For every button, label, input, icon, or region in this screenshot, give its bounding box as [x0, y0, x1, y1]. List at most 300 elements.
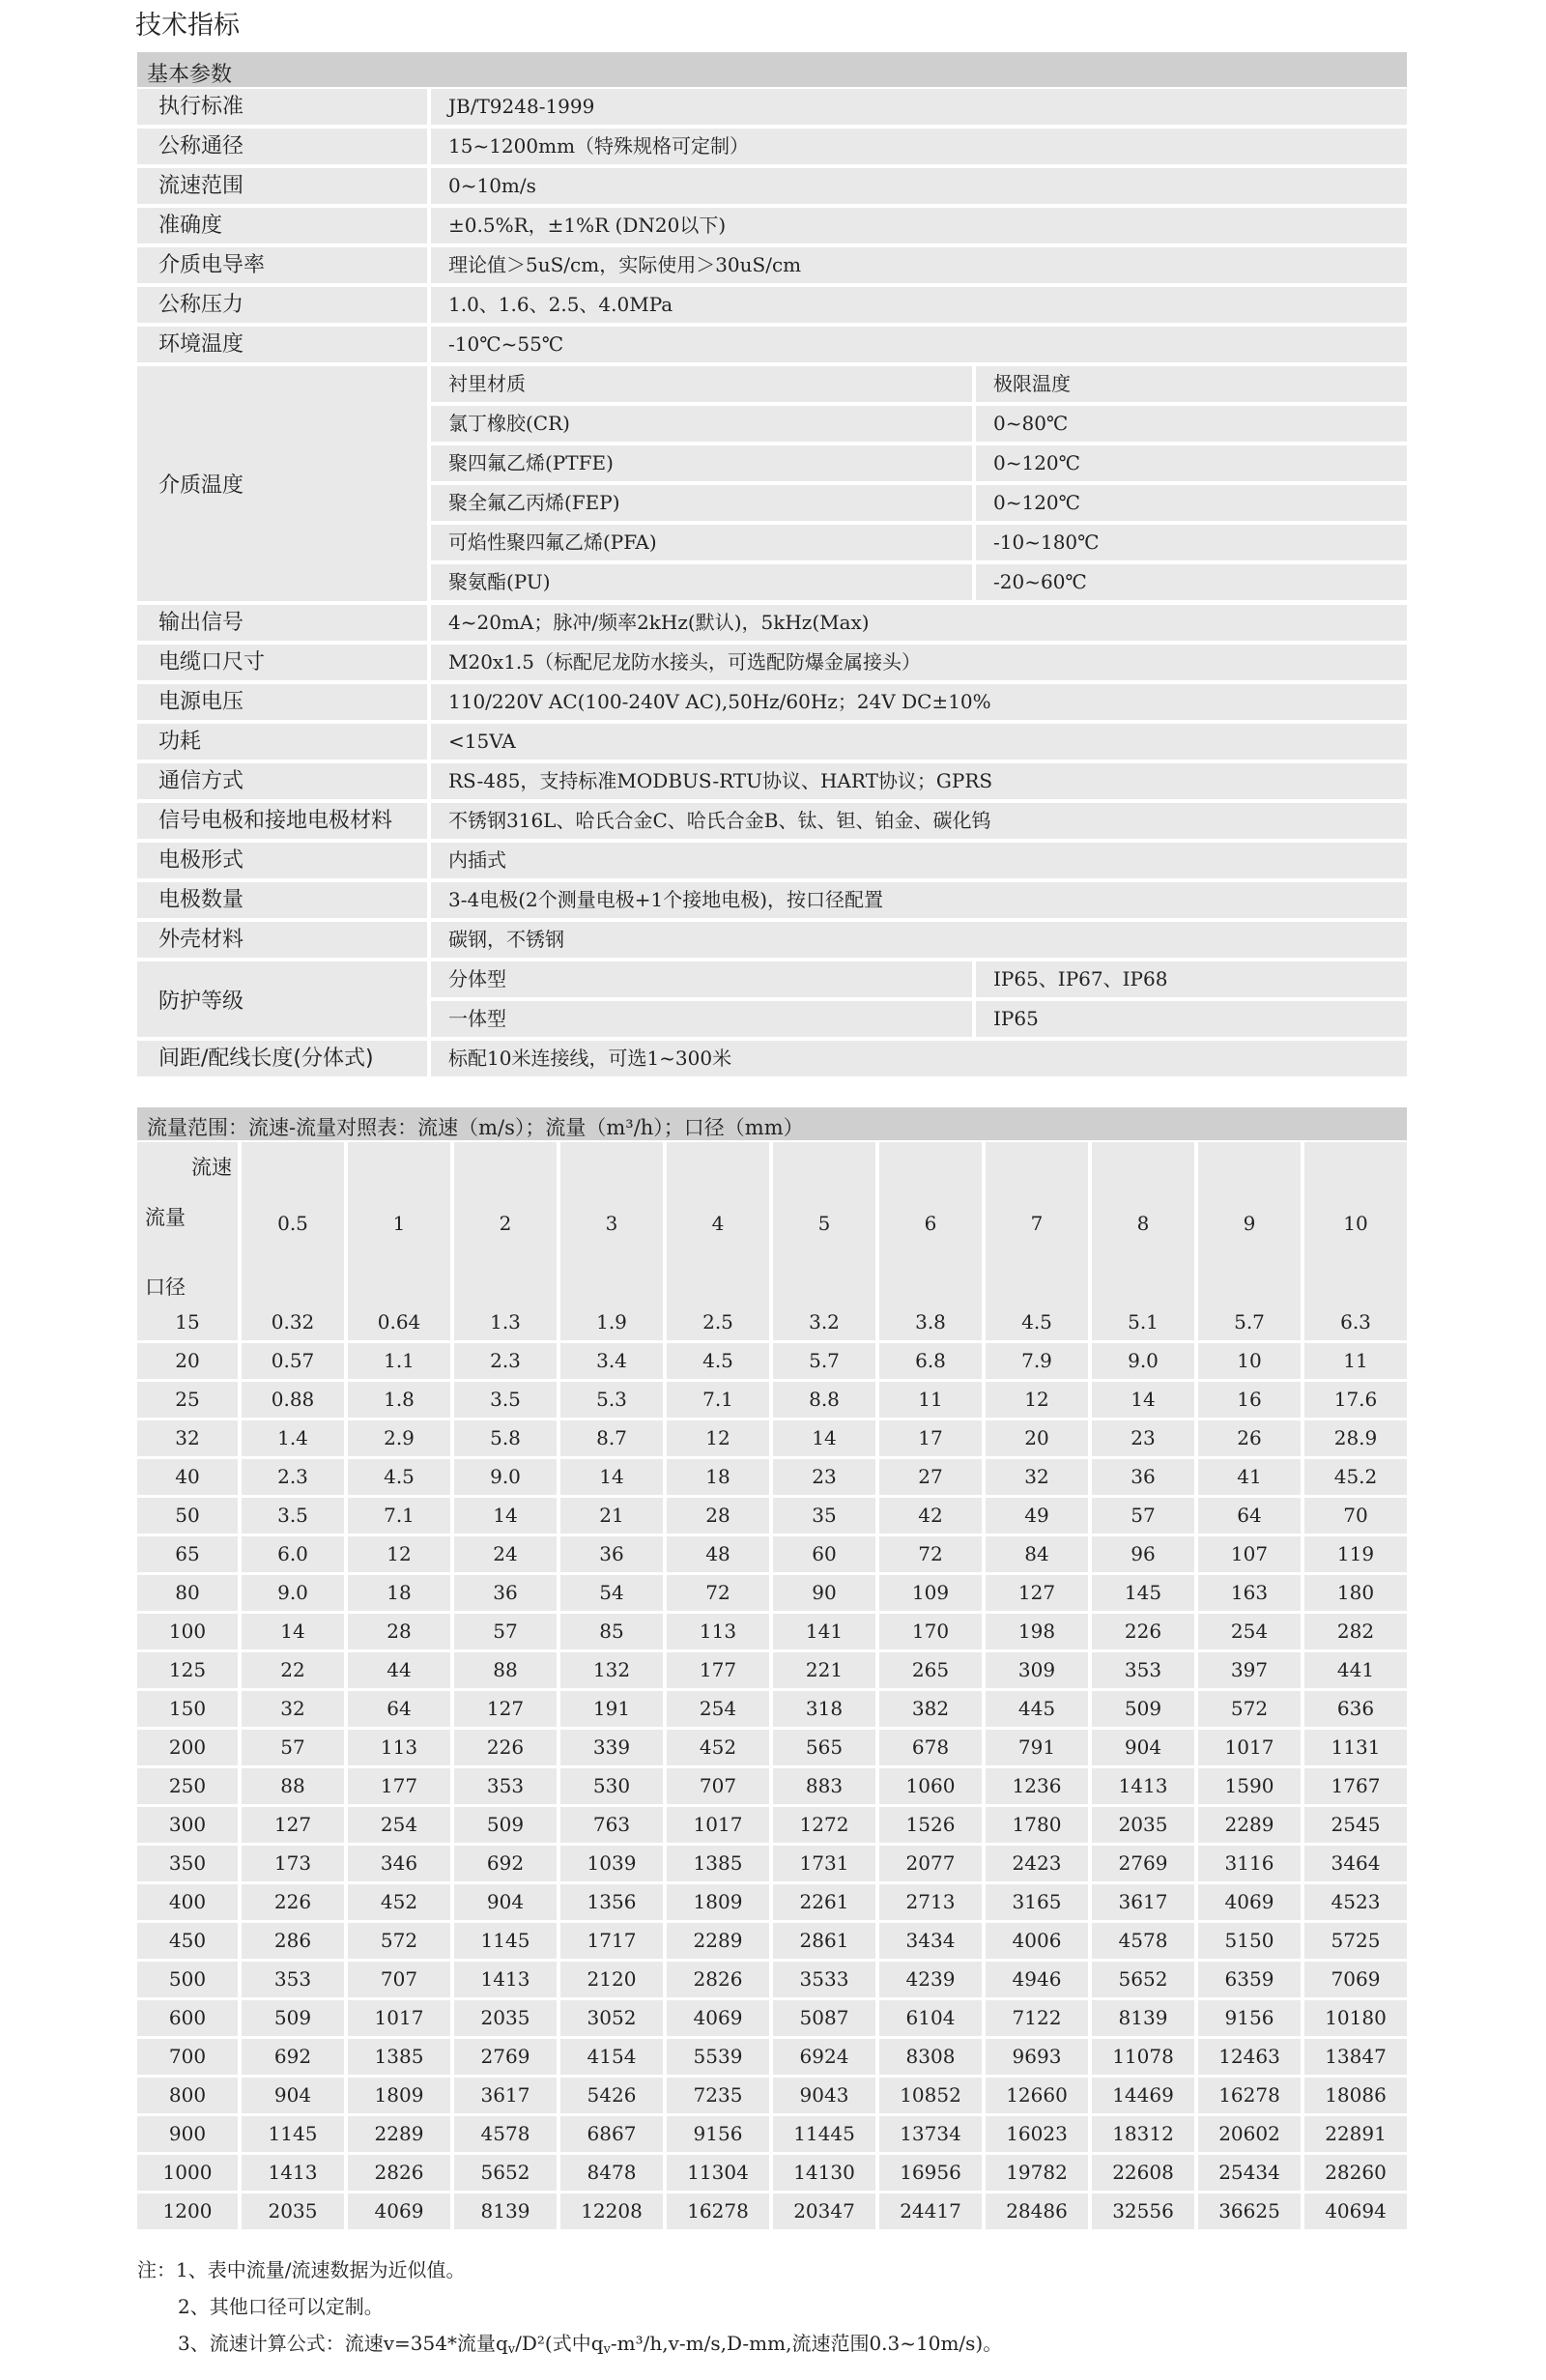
diameter-cell: 600 — [137, 2000, 238, 2036]
flow-value-cell: 28.9 — [1304, 1420, 1407, 1456]
flow-value-cell: 4069 — [667, 2000, 769, 2036]
flow-value-cell: 141 — [773, 1614, 875, 1649]
flow-value-cell: 90 — [773, 1575, 875, 1611]
flow-value-cell: 572 — [348, 1923, 450, 1959]
flow-value-cell: 904 — [242, 2078, 344, 2113]
diameter-cell: 125 — [137, 1652, 238, 1688]
diameter-cell: 100 — [137, 1614, 238, 1649]
flow-value-cell: 11304 — [667, 2155, 769, 2191]
flow-value-cell: 1413 — [1092, 1768, 1194, 1804]
flow-value-cell: 85 — [560, 1614, 663, 1649]
flow-value-cell: 54 — [560, 1575, 663, 1611]
flow-value-cell: 4.5 — [348, 1459, 450, 1495]
flow-value-cell: 4578 — [454, 2116, 557, 2152]
diameter-cell: 200 — [137, 1730, 238, 1765]
flow-table-body — [137, 1305, 1407, 2232]
flow-value-cell: 445 — [986, 1691, 1088, 1727]
flow-value-cell: 96 — [1092, 1536, 1194, 1572]
diameter-cell: 1000 — [137, 2155, 238, 2191]
flow-value-cell: 180 — [1304, 1575, 1407, 1611]
velocity-header-cell: 0.5 — [242, 1142, 344, 1305]
diameter-cell: 700 — [137, 2039, 238, 2075]
diameter-cell: 800 — [137, 2078, 238, 2113]
flow-value-cell: 57 — [1092, 1498, 1194, 1534]
flow-value-cell: 22608 — [1092, 2155, 1194, 2191]
flow-value-cell: 9156 — [1198, 2000, 1301, 2036]
flow-value-cell: 32 — [986, 1459, 1088, 1495]
flow-value-cell: 28260 — [1304, 2155, 1407, 2191]
flow-table — [137, 1107, 1407, 2232]
velocity-header-cell: 10 — [1304, 1142, 1407, 1305]
spec-row — [137, 168, 1407, 208]
flow-value-cell: 57 — [242, 1730, 344, 1765]
lining-row — [137, 525, 1407, 564]
flow-value-cell: 9.0 — [242, 1575, 344, 1611]
spec-row-label: 外壳材料 — [137, 922, 427, 958]
flow-value-cell: 72 — [879, 1536, 982, 1572]
flow-value-cell: 1809 — [667, 1884, 769, 1920]
spec-row-label: 间距/配线长度(分体式) — [137, 1041, 427, 1076]
note-1: 注：1、表中流量/流速数据为近似值。 — [137, 2258, 466, 2281]
flow-value-cell: 14469 — [1092, 2078, 1194, 2113]
spec-row — [137, 803, 1407, 843]
flow-value-cell: 2423 — [986, 1846, 1088, 1881]
flow-value-cell: 265 — [879, 1652, 982, 1688]
diameter-cell: 50 — [137, 1498, 238, 1534]
flow-value-cell: 565 — [773, 1730, 875, 1765]
table-row — [137, 1730, 1407, 1768]
spec-band-label: 基本参数 — [147, 63, 233, 87]
spec-row — [137, 129, 1407, 168]
table-row — [137, 1575, 1407, 1614]
flow-value-cell: 8139 — [1092, 2000, 1194, 2036]
flow-value-cell: 7069 — [1304, 1962, 1407, 1997]
flow-value-cell: 191 — [560, 1691, 663, 1727]
table-row — [137, 1305, 1407, 1343]
flow-value-cell: 2077 — [879, 1846, 982, 1881]
flow-value-cell: 28 — [667, 1498, 769, 1534]
flow-value-cell: 2545 — [1304, 1807, 1407, 1843]
flow-value-cell: 441 — [1304, 1652, 1407, 1688]
flow-value-cell: 9.0 — [454, 1459, 557, 1495]
spec-row — [137, 922, 1407, 961]
flow-value-cell: 13847 — [1304, 2039, 1407, 2075]
diameter-cell: 300 — [137, 1807, 238, 1843]
velocity-header-cell: 5 — [773, 1142, 875, 1305]
flow-value-cell: 4523 — [1304, 1884, 1407, 1920]
flow-value-cell: 1145 — [454, 1923, 557, 1959]
flow-value-cell: 3.8 — [879, 1305, 982, 1340]
flow-value-cell: 452 — [348, 1884, 450, 1920]
table-row — [137, 2000, 1407, 2039]
flow-value-cell: 3617 — [1092, 1884, 1194, 1920]
flow-value-cell: 254 — [348, 1807, 450, 1843]
flow-value-cell: 113 — [667, 1614, 769, 1649]
flow-value-cell: 353 — [454, 1768, 557, 1804]
flow-value-cell: 1236 — [986, 1768, 1088, 1804]
flow-value-cell: 883 — [773, 1768, 875, 1804]
page-title: 技术指标 — [135, 11, 240, 41]
lining-material: 氯丁橡胶(CR) — [431, 406, 972, 442]
flow-value-cell: 3.5 — [242, 1498, 344, 1534]
medium-temp-group — [137, 366, 1407, 605]
flow-value-cell: 2.3 — [242, 1459, 344, 1495]
flow-value-cell: 9693 — [986, 2039, 1088, 2075]
flow-value-cell: 1526 — [879, 1807, 982, 1843]
flow-value-cell: 36 — [1092, 1459, 1194, 1495]
table-row — [137, 1614, 1407, 1652]
diameter-cell: 250 — [137, 1768, 238, 1804]
flow-value-cell: 9156 — [667, 2116, 769, 2152]
flow-value-cell: 23 — [773, 1459, 875, 1495]
flow-value-cell: 36625 — [1198, 2194, 1301, 2229]
flow-value-cell: 4069 — [348, 2194, 450, 2229]
flow-value-cell: 5.8 — [454, 1420, 557, 1456]
flow-value-cell: 20602 — [1198, 2116, 1301, 2152]
spec-row-value: 4~20mA；脉冲/频率2kHz(默认)，5kHz(Max) — [431, 605, 1407, 641]
flow-value-cell: 198 — [986, 1614, 1088, 1649]
flow-value-cell: 1.1 — [348, 1343, 450, 1379]
flow-value-cell: 5725 — [1304, 1923, 1407, 1959]
flow-band-text: 流速-流量对照表：流速（m/s）；流量（m³/h）；口径（mm） — [248, 1116, 804, 1139]
flow-value-cell: 14130 — [773, 2155, 875, 2191]
table-row — [137, 2078, 1407, 2116]
flow-value-cell: 3.5 — [454, 1382, 557, 1418]
flow-value-cell: 6.3 — [1304, 1305, 1407, 1340]
velocity-header-cell: 4 — [667, 1142, 769, 1305]
flow-value-cell: 49 — [986, 1498, 1088, 1534]
flow-value-cell: 16278 — [667, 2194, 769, 2229]
flow-value-cell: 0.64 — [348, 1305, 450, 1340]
notes — [137, 2251, 1002, 2368]
spec-row — [137, 1041, 1407, 1080]
flow-value-cell: 904 — [454, 1884, 557, 1920]
flow-value-cell: 107 — [1198, 1536, 1301, 1572]
flow-value-cell: 3165 — [986, 1884, 1088, 1920]
flow-value-cell: 3.4 — [560, 1343, 663, 1379]
spec-row-label: 功耗 — [137, 724, 427, 760]
diameter-cell: 15 — [137, 1305, 238, 1340]
flow-value-cell: 18 — [667, 1459, 769, 1495]
flow-value-cell: 791 — [986, 1730, 1088, 1765]
flow-value-cell: 20347 — [773, 2194, 875, 2229]
spec-row-value: JB/T9248-1999 — [431, 89, 1407, 125]
protection-type: 分体型 — [431, 961, 972, 997]
table-row — [137, 2039, 1407, 2078]
spec-row-label: 电缆口尺寸 — [137, 645, 427, 680]
flow-value-cell: 16023 — [986, 2116, 1088, 2152]
velocity-header-cell: 6 — [879, 1142, 982, 1305]
flow-value-cell: 2.3 — [454, 1343, 557, 1379]
flow-value-cell: 509 — [242, 2000, 344, 2036]
spec-row-label: 信号电极和接地电极材料 — [137, 803, 427, 839]
flow-value-cell: 2713 — [879, 1884, 982, 1920]
flow-value-cell: 8.7 — [560, 1420, 663, 1456]
flow-value-cell: 11 — [879, 1382, 982, 1418]
flow-value-cell: 9043 — [773, 2078, 875, 2113]
spec-row-label: 电极形式 — [137, 843, 427, 878]
flow-value-cell: 64 — [1198, 1498, 1301, 1534]
velocity-header-cell: 7 — [986, 1142, 1088, 1305]
flow-value-cell: 2289 — [1198, 1807, 1301, 1843]
flow-value-cell: 904 — [1092, 1730, 1194, 1765]
flow-value-cell: 3434 — [879, 1923, 982, 1959]
lining-temp-limit: 0~120℃ — [976, 445, 1407, 481]
flow-value-cell: 42 — [879, 1498, 982, 1534]
flow-value-cell: 5426 — [560, 2078, 663, 2113]
flow-value-cell: 132 — [560, 1652, 663, 1688]
flow-value-cell: 32556 — [1092, 2194, 1194, 2229]
flow-value-cell: 4154 — [560, 2039, 663, 2075]
flow-value-cell: 1413 — [242, 2155, 344, 2191]
lining-temp-limit: 极限温度 — [976, 366, 1407, 402]
flow-value-cell: 2289 — [667, 1923, 769, 1959]
spec-row-value: 1.0、1.6、2.5、4.0MPa — [431, 287, 1407, 323]
flow-value-cell: 1717 — [560, 1923, 663, 1959]
flow-value-cell: 707 — [348, 1962, 450, 1997]
flow-value-cell: 3464 — [1304, 1846, 1407, 1881]
spec-row — [137, 684, 1407, 724]
spec-row-label: 公称压力 — [137, 287, 427, 323]
spec-band — [137, 52, 1407, 87]
flow-value-cell: 282 — [1304, 1614, 1407, 1649]
flow-header-row — [137, 1142, 1407, 1305]
corner-velocity: 流速 — [191, 1156, 232, 1179]
spec-table — [137, 52, 1407, 1080]
flow-value-cell: 17.6 — [1304, 1382, 1407, 1418]
flow-value-cell: 11078 — [1092, 2039, 1194, 2075]
flow-value-cell: 72 — [667, 1575, 769, 1611]
flow-value-cell: 5539 — [667, 2039, 769, 2075]
spec-row-value: <15VA — [431, 724, 1407, 760]
flow-value-cell: 5150 — [1198, 1923, 1301, 1959]
spec-row-value: 理论值＞5uS/cm，实际使用＞30uS/cm — [431, 247, 1407, 283]
flow-value-cell: 3116 — [1198, 1846, 1301, 1881]
lining-row — [137, 406, 1407, 445]
flow-value-cell: 1039 — [560, 1846, 663, 1881]
flow-value-cell: 16278 — [1198, 2078, 1301, 2113]
flow-value-cell: 41 — [1198, 1459, 1301, 1495]
flow-value-cell: 226 — [454, 1730, 557, 1765]
flow-value-cell: 2826 — [348, 2155, 450, 2191]
flow-value-cell: 7122 — [986, 2000, 1088, 2036]
spec-row-label: 流速范围 — [137, 168, 427, 204]
flow-value-cell: 1780 — [986, 1807, 1088, 1843]
flow-value-cell: 318 — [773, 1691, 875, 1727]
flow-value-cell: 254 — [1198, 1614, 1301, 1649]
note-3-sub-1: v — [507, 2342, 516, 2357]
flow-band — [137, 1107, 1407, 1140]
flow-value-cell: 2.9 — [348, 1420, 450, 1456]
diameter-cell: 25 — [137, 1382, 238, 1418]
lining-material: 衬里材质 — [431, 366, 972, 402]
flow-value-cell: 14 — [454, 1498, 557, 1534]
flow-value-cell: 6.0 — [242, 1536, 344, 1572]
flow-value-cell: 113 — [348, 1730, 450, 1765]
flow-value-cell: 13734 — [879, 2116, 982, 2152]
lining-temp-limit: -20~60℃ — [976, 564, 1407, 600]
flow-value-cell: 177 — [667, 1652, 769, 1688]
lining-material: 聚四氟乙烯(PTFE) — [431, 445, 972, 481]
protection-row — [137, 961, 1407, 1001]
table-row — [137, 1343, 1407, 1382]
flow-value-cell: 4578 — [1092, 1923, 1194, 1959]
flow-value-cell: 40694 — [1304, 2194, 1407, 2229]
spec-row-value: RS-485，支持标准MODBUS-RTU协议、HART协议；GPRS — [431, 763, 1407, 799]
table-row — [137, 1768, 1407, 1807]
flow-value-cell: 25434 — [1198, 2155, 1301, 2191]
protection-type: 一体型 — [431, 1001, 972, 1037]
spec-row-value: ±0.5%R，±1%R (DN20以下) — [431, 208, 1407, 244]
table-row — [137, 2116, 1407, 2155]
velocity-header-cell: 1 — [348, 1142, 450, 1305]
diameter-cell: 65 — [137, 1536, 238, 1572]
table-row — [137, 1382, 1407, 1420]
flow-value-cell: 382 — [879, 1691, 982, 1727]
flow-value-cell: 18086 — [1304, 2078, 1407, 2113]
table-row — [137, 1459, 1407, 1498]
spec-row-label: 电极数量 — [137, 882, 427, 918]
spec-row — [137, 724, 1407, 763]
flow-band-title: 流量范围： — [147, 1116, 248, 1139]
table-row — [137, 1846, 1407, 1884]
flow-value-cell: 10180 — [1304, 2000, 1407, 2036]
flow-value-cell: 4.5 — [667, 1343, 769, 1379]
protection-row — [137, 1001, 1407, 1041]
flow-value-cell: 2861 — [773, 1923, 875, 1959]
spec-row-label: 环境温度 — [137, 327, 427, 362]
flow-value-cell: 4.5 — [986, 1305, 1088, 1340]
spec-row-value: 0~10m/s — [431, 168, 1407, 204]
spec-row-value: M20x1.5（标配尼龙防水接头，可选配防爆金属接头） — [431, 645, 1407, 680]
flow-value-cell: 1131 — [1304, 1730, 1407, 1765]
flow-value-cell: 12 — [986, 1382, 1088, 1418]
flow-value-cell: 707 — [667, 1768, 769, 1804]
velocity-header-cell: 2 — [454, 1142, 557, 1305]
table-row — [137, 2194, 1407, 2232]
spec-rows-top — [137, 89, 1407, 366]
lining-row — [137, 564, 1407, 604]
spec-row — [137, 605, 1407, 645]
flow-value-cell: 127 — [454, 1691, 557, 1727]
flow-value-cell: 44 — [348, 1652, 450, 1688]
flow-value-cell: 692 — [242, 2039, 344, 2075]
flow-value-cell: 17 — [879, 1420, 982, 1456]
flow-value-cell: 254 — [667, 1691, 769, 1727]
flow-value-cell: 0.32 — [242, 1305, 344, 1340]
flow-value-cell: 3533 — [773, 1962, 875, 1997]
lining-row — [137, 485, 1407, 525]
flow-value-cell: 70 — [1304, 1498, 1407, 1534]
flow-value-cell: 3617 — [454, 2078, 557, 2113]
flow-value-cell: 6104 — [879, 2000, 982, 2036]
medium-temp-label: 介质温度 — [137, 366, 427, 601]
diameter-cell: 80 — [137, 1575, 238, 1611]
flow-value-cell: 1809 — [348, 2078, 450, 2113]
spec-row — [137, 89, 1407, 129]
flow-value-cell: 572 — [1198, 1691, 1301, 1727]
flow-value-cell: 10852 — [879, 2078, 982, 2113]
spec-row — [137, 645, 1407, 684]
flow-value-cell: 5.1 — [1092, 1305, 1194, 1340]
table-row — [137, 1807, 1407, 1846]
spec-row-label: 输出信号 — [137, 605, 427, 641]
flow-value-cell: 0.88 — [242, 1382, 344, 1418]
spec-row — [137, 208, 1407, 247]
flow-value-cell: 221 — [773, 1652, 875, 1688]
flow-value-cell: 109 — [879, 1575, 982, 1611]
flow-value-cell: 11445 — [773, 2116, 875, 2152]
flow-value-cell: 27 — [879, 1459, 982, 1495]
flow-value-cell: 509 — [454, 1807, 557, 1843]
flow-value-cell: 5.7 — [773, 1343, 875, 1379]
diameter-cell: 32 — [137, 1420, 238, 1456]
table-row — [137, 1536, 1407, 1575]
flow-value-cell: 9.0 — [1092, 1343, 1194, 1379]
spec-row-value: 碳钢，不锈钢 — [431, 922, 1407, 958]
lining-material: 聚全氟乙丙烯(FEP) — [431, 485, 972, 521]
flow-value-cell: 2261 — [773, 1884, 875, 1920]
flow-value-cell: 1.9 — [560, 1305, 663, 1340]
flow-value-cell: 5.7 — [1198, 1305, 1301, 1340]
lining-material: 聚氨酯(PU) — [431, 564, 972, 600]
flow-value-cell: 4006 — [986, 1923, 1088, 1959]
flow-value-cell: 19782 — [986, 2155, 1088, 2191]
spec-row-label: 介质电导率 — [137, 247, 427, 283]
flow-value-cell: 28486 — [986, 2194, 1088, 2229]
flow-value-cell: 18312 — [1092, 2116, 1194, 2152]
diameter-cell: 350 — [137, 1846, 238, 1881]
spec-row — [137, 327, 1407, 366]
flow-value-cell: 6.8 — [879, 1343, 982, 1379]
flow-value-cell: 16 — [1198, 1382, 1301, 1418]
flow-value-cell: 14 — [773, 1420, 875, 1456]
spec-row-value: 内插式 — [431, 843, 1407, 878]
flow-value-cell: 119 — [1304, 1536, 1407, 1572]
flow-value-cell: 2289 — [348, 2116, 450, 2152]
flow-value-cell: 530 — [560, 1768, 663, 1804]
flow-value-cell: 346 — [348, 1846, 450, 1881]
spec-row-value: 110/220V AC(100-240V AC),50Hz/60Hz；24V DC±10% — [431, 684, 1407, 720]
flow-value-cell: 692 — [454, 1846, 557, 1881]
flow-value-cell: 35 — [773, 1498, 875, 1534]
flow-value-cell: 7.9 — [986, 1343, 1088, 1379]
flow-value-cell: 7.1 — [348, 1498, 450, 1534]
corner-flow: 流量 — [145, 1206, 186, 1229]
flow-value-cell: 678 — [879, 1730, 982, 1765]
protection-label: 防护等级 — [137, 961, 427, 1037]
spec-row-label: 执行标准 — [137, 89, 427, 125]
table-row — [137, 1420, 1407, 1459]
flow-value-cell: 1.8 — [348, 1382, 450, 1418]
flow-value-cell: 4069 — [1198, 1884, 1301, 1920]
note-3-part-b: /D²(式中q — [515, 2332, 604, 2355]
spec-row — [137, 287, 1407, 327]
flow-value-cell: 45.2 — [1304, 1459, 1407, 1495]
flow-value-cell: 8.8 — [773, 1382, 875, 1418]
flow-value-cell: 28 — [348, 1614, 450, 1649]
corner-diameter: 口径 — [145, 1276, 186, 1299]
flow-value-cell: 64 — [348, 1691, 450, 1727]
flow-value-cell: 2035 — [1092, 1807, 1194, 1843]
flow-value-cell: 5.3 — [560, 1382, 663, 1418]
flow-value-cell: 6924 — [773, 2039, 875, 2075]
spec-rows-bottom — [137, 605, 1407, 961]
flow-value-cell: 509 — [1092, 1691, 1194, 1727]
protection-group — [137, 961, 1407, 1041]
flow-value-cell: 84 — [986, 1536, 1088, 1572]
velocity-header-cell: 3 — [560, 1142, 663, 1305]
